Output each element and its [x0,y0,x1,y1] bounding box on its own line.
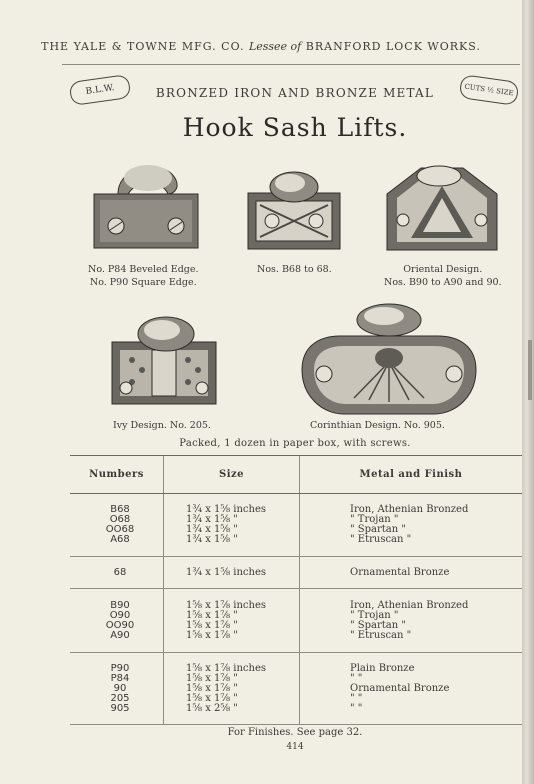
metal-finish-cell [300,557,523,589]
size-line: 1¾ x 1⅝ " [186,514,238,525]
size-line: 1¾ x 1⅝ inches [186,504,267,515]
page-subtitle: BRONZED IRON AND BRONZE METAL [155,86,435,100]
numbers-cell [70,494,164,557]
number-line: 905 [110,702,130,714]
header-rule [62,64,520,65]
caption-line: Ivy Design. No. 205. [113,420,211,431]
numbers-cell [70,589,164,653]
finish-line: Iron, Athenian Bronzed [350,504,469,515]
number-line: P84 [110,672,130,684]
number-line: O90 [109,609,131,621]
caption-ivy [113,419,211,432]
table-row [70,589,522,653]
caption-corinthian [310,419,445,432]
table-header-row [70,456,522,494]
finish-line: Ornamental Bronze [350,682,450,694]
finish-line: " Etruscan " [350,534,412,545]
running-head-prefix: THE YALE & TOWNE MFG. CO. [41,40,245,53]
column-header-metal-finish: Metal and Finish [300,456,523,494]
scrollbar-mark [528,340,532,400]
size-line: 1¾ x 1⅝ " [186,524,238,535]
metal-finish-cell [300,494,523,557]
number-line: 90 [113,682,127,694]
size-line: 1⅝ x 1⅞ inches [186,599,267,611]
finish-line: " Spartan " [350,524,406,535]
finish-line: " " [350,702,363,714]
caption-line: No. P84 Beveled Edge. [88,264,199,275]
finish-line: " " [350,672,363,684]
caption-line: No. P90 Square Edge. [89,277,197,288]
number-line: 205 [110,692,130,704]
sash-lift-corinthian-illustration [294,300,484,422]
number-line: A90 [110,629,130,641]
cuts-size-badge: CUTS ½ SIZE [459,74,520,106]
size-line: 1⅝ x 1⅞ inches [186,662,267,674]
finish-line: " Trojan " [350,609,399,621]
running-head [0,40,522,53]
sash-lift-ivy-illustration [108,312,220,408]
size-line: 1⅝ x 1⅞ " [186,609,238,621]
running-head-suffix: BRANFORD LOCK WORKS. [305,40,481,53]
caption-line: Corinthian Design. No. 905. [310,420,445,431]
caption-line: Oriental Design. [403,264,483,275]
caption-p84 [88,263,199,289]
page-title: Hook Sash Lifts. [182,113,408,142]
finish-line: " " [350,692,363,704]
sash-lift-p84-illustration [88,160,204,256]
size-line: 1⅝ x 1⅞ " [186,629,238,641]
caption-line: Nos. B90 to A90 and 90. [384,277,502,288]
number-line: P90 [110,662,130,674]
table-row [70,494,522,557]
column-header-size: Size [164,456,300,494]
size-cell [164,653,300,725]
numbers-cell [70,557,164,589]
sash-lift-b68-illustration [246,165,342,251]
size-cell [164,557,300,589]
page-number: 414 [286,742,304,752]
number-line: OO68 [105,524,135,535]
finish-line: " Trojan " [350,514,399,525]
size-line: 1⅝ x 1⅞ " [186,672,238,684]
size-cell [164,589,300,653]
number-line: OO90 [105,619,135,631]
caption-b68 [257,263,332,276]
metal-finish-cell [300,653,523,725]
size-line: 1⅝ x 1⅞ " [186,692,238,704]
finish-line: Iron, Athenian Bronzed [350,599,469,611]
size-line: 1⅝ x 2⅝ " [186,702,238,714]
running-head-italic: Lessee of [248,40,302,53]
metal-finish-cell [300,589,523,653]
finishes-reference: For Finishes. See page 32. [227,727,363,738]
caption-oriental [384,263,502,289]
size-cell [164,494,300,557]
finish-line: " Spartan " [350,619,406,631]
table-row [70,557,522,589]
size-line: 1¾ x 1⅝ inches [186,566,267,578]
size-line: 1¾ x 1⅝ " [186,534,238,545]
size-line: 1⅝ x 1⅞ " [186,682,238,694]
packing-note: Packed, 1 dozen in paper box, with screws. [179,438,411,449]
column-header-numbers: Numbers [70,456,164,494]
size-line: 1⅝ x 1⅞ " [186,619,238,631]
finish-line: " Etruscan " [350,629,412,641]
number-line: B90 [110,599,130,611]
number-line: B68 [110,504,130,515]
table-row [70,653,522,725]
finish-line: Ornamental Bronze [350,566,450,578]
number-line: A68 [110,534,130,545]
number-line: 68 [113,566,127,578]
blw-badge: B.L.W. [69,74,132,106]
number-line: O68 [109,514,131,525]
caption-line: Nos. B68 to 68. [257,264,332,275]
specification-table [70,455,522,725]
sash-lift-oriental-illustration [383,158,501,254]
numbers-cell [70,653,164,725]
finish-line: Plain Bronze [350,662,415,674]
